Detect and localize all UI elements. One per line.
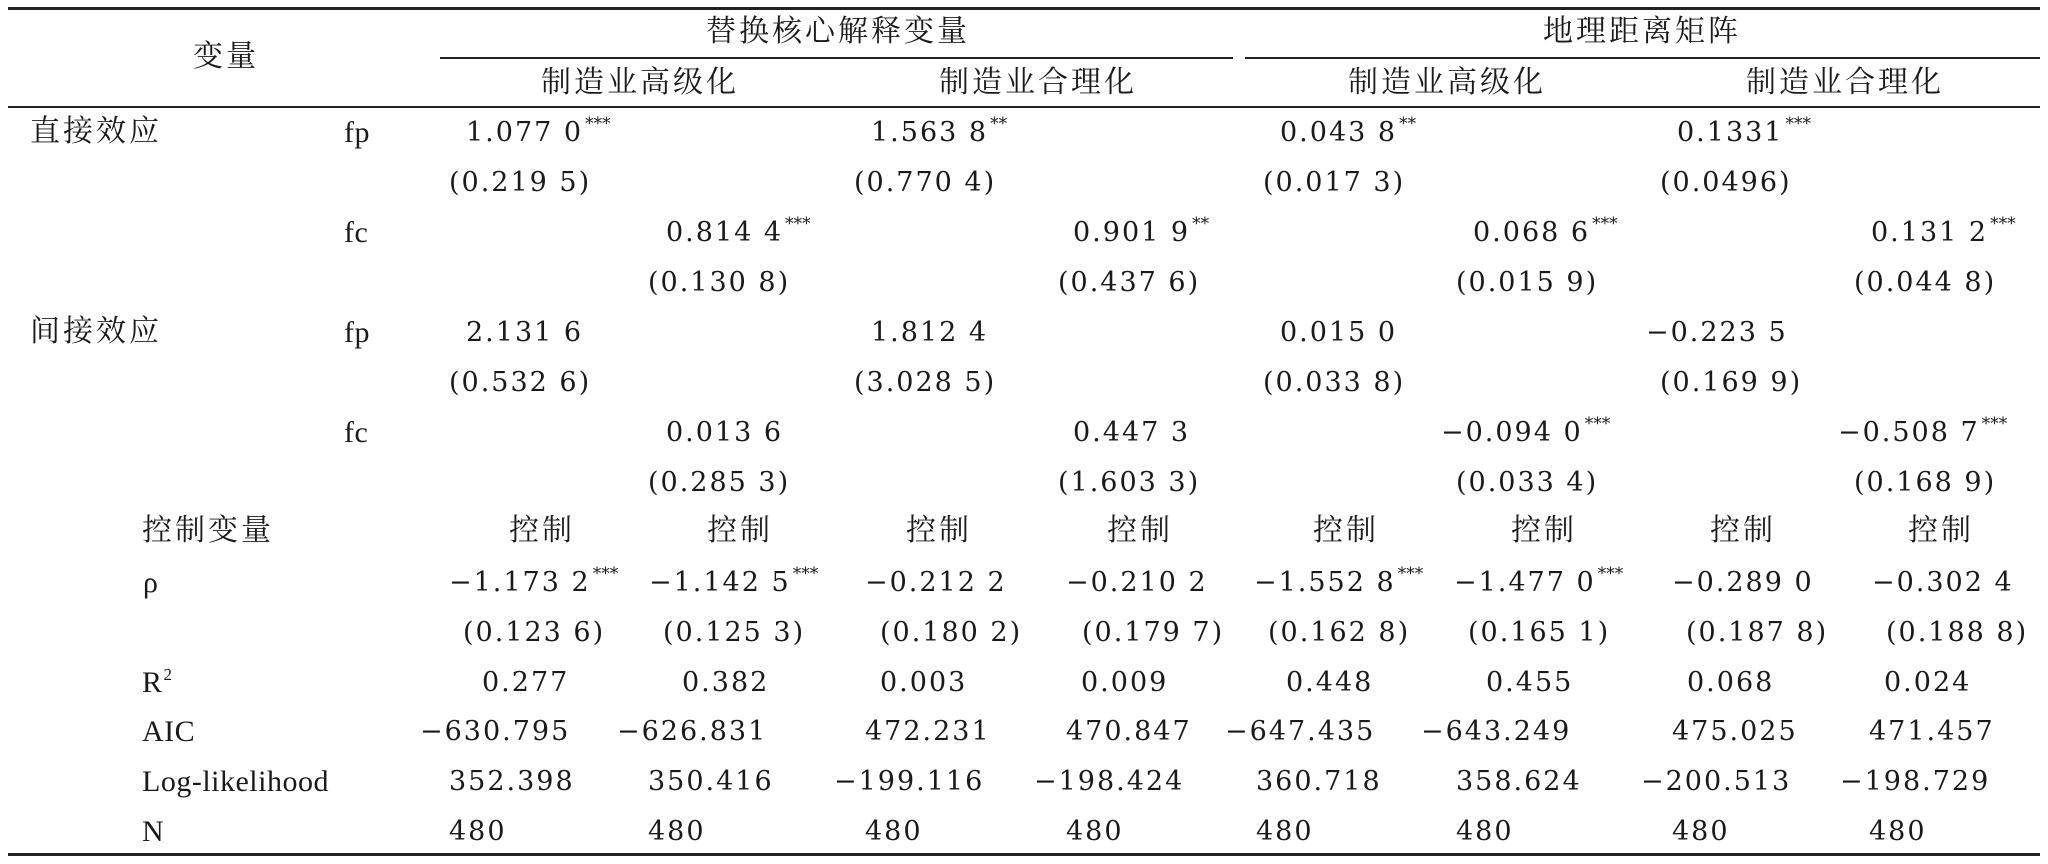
se-cell: (1.603 3): [1058, 467, 1201, 498]
coef-cell: −0.094 0 ***: [1441, 414, 1611, 448]
loglik-cell: −198.729: [1840, 766, 1991, 797]
se-cell: (0.168 9): [1854, 467, 1997, 498]
rho-label: ρ: [143, 566, 159, 599]
coef-cell: 0.814 4 ***: [666, 214, 811, 248]
subheader-2: 制造业合理化: [939, 65, 1137, 100]
rho-coef: −1.552 8 ***: [1254, 564, 1424, 598]
controls-cell: 控制: [707, 513, 773, 548]
n-cell: 480: [1672, 816, 1730, 847]
n-cell: 480: [648, 816, 706, 847]
aic-cell: −630.795: [420, 716, 571, 747]
r2-cell: 0.009: [1081, 667, 1169, 698]
rho-coef: −0.289 0: [1672, 567, 1814, 598]
se-cell: (0.033 4): [1456, 467, 1599, 498]
rho-se: (0.180 2): [880, 617, 1023, 648]
section-indirect: 间接效应: [30, 314, 162, 349]
r2-cell: 0.277: [482, 667, 570, 698]
coef-cell: −0.223 5: [1646, 317, 1788, 348]
n-cell: 480: [1256, 816, 1314, 847]
coef-cell: 0.068 6 ***: [1473, 214, 1618, 248]
coef-cell: 0.015 0: [1280, 317, 1398, 348]
se-cell: (0.169 9): [1660, 367, 1803, 398]
se-cell: (0.532 6): [449, 367, 592, 398]
r2-label: $R^2$: [142, 665, 173, 699]
loglik-cell: 358.624: [1456, 766, 1582, 797]
se-cell: (0.033 8): [1263, 367, 1406, 398]
rho-coef: −1.142 5 ***: [649, 564, 819, 598]
subheader-4: 制造业合理化: [1746, 65, 1944, 100]
subheader-3: 制造业高级化: [1348, 65, 1546, 100]
loglik-cell: 352.398: [449, 766, 575, 797]
header-rule: [8, 106, 2040, 108]
coef-cell: 1.077 0 ***: [466, 114, 611, 148]
controls-cell: 控制: [1107, 513, 1173, 548]
se-cell: (0.437 6): [1058, 267, 1201, 298]
controls-cell: 控制: [1511, 513, 1577, 548]
group2-underline: [1245, 57, 2040, 59]
header-corner: 变量: [193, 39, 259, 74]
rho-se: (0.123 6): [463, 617, 606, 648]
var-label-fp: fp: [344, 116, 370, 149]
se-cell: (0.285 3): [648, 467, 791, 498]
rho-se: (0.179 7): [1082, 617, 1225, 648]
n-cell: 480: [449, 816, 507, 847]
coef-cell: −0.508 7 ***: [1838, 414, 2008, 448]
aic-cell: −643.249: [1421, 716, 1572, 747]
var-label-fp: fp: [344, 316, 370, 349]
r2-cell: 0.068: [1687, 667, 1775, 698]
var-label-fc: fc: [344, 416, 369, 449]
loglik-label: Log-likelihood: [142, 765, 329, 798]
loglik-cell: −200.513: [1641, 766, 1792, 797]
se-cell: (0.219 5): [449, 167, 592, 198]
bottom-rule: [8, 853, 2040, 856]
rho-coef: −1.477 0 ***: [1454, 564, 1624, 598]
n-cell: 480: [1456, 816, 1514, 847]
rho-se: (0.125 3): [663, 617, 806, 648]
rho-coef: −0.212 2: [865, 567, 1007, 598]
aic-cell: −626.831: [617, 716, 768, 747]
rho-se: (0.188 8): [1886, 617, 2029, 648]
n-cell: 480: [1869, 816, 1927, 847]
loglik-cell: −199.116: [834, 766, 985, 797]
r2-cell: 0.003: [880, 667, 968, 698]
se-cell: (0.0496): [1660, 167, 1792, 198]
se-cell: (0.015 9): [1456, 267, 1599, 298]
se-cell: (0.770 4): [854, 167, 997, 198]
r2-cell: 0.455: [1486, 667, 1574, 698]
controls-cell: 控制: [906, 513, 972, 548]
group1-header: 替换核心解释变量: [706, 14, 970, 49]
coef-cell: 0.1331 ***: [1677, 114, 1811, 148]
se-cell: (0.017 3): [1263, 167, 1406, 198]
rho-coef: −1.173 2 ***: [449, 564, 619, 598]
aic-cell: 475.025: [1672, 716, 1798, 747]
aic-cell: 471.457: [1869, 716, 1995, 747]
loglik-cell: 360.718: [1256, 766, 1382, 797]
controls-cell: 控制: [1710, 513, 1776, 548]
rho-se: (0.162 8): [1268, 617, 1411, 648]
rho-coef: −0.302 4: [1872, 567, 2014, 598]
coef-cell: 0.013 6: [666, 417, 784, 448]
loglik-cell: 350.416: [648, 766, 774, 797]
var-label-fc: fc: [344, 216, 369, 249]
coef-cell: 0.043 8 **: [1280, 114, 1417, 148]
r2-cell: 0.382: [682, 667, 770, 698]
controls-cell: 控制: [509, 513, 575, 548]
aic-cell: −647.435: [1225, 716, 1376, 747]
n-cell: 480: [865, 816, 923, 847]
coef-cell: 2.131 6: [466, 317, 584, 348]
rho-se: (0.165 1): [1468, 617, 1611, 648]
se-cell: (0.130 8): [648, 267, 791, 298]
coef-cell: 0.447 3: [1073, 417, 1191, 448]
n-label: N: [142, 815, 165, 848]
loglik-cell: −198.424: [1034, 766, 1185, 797]
coef-cell: 0.901 9 **: [1073, 214, 1210, 248]
se-cell: (3.028 5): [854, 367, 997, 398]
n-cell: 480: [1066, 816, 1124, 847]
aic-label: AIC: [142, 715, 196, 748]
coef-cell: 1.563 8 **: [871, 114, 1008, 148]
rho-coef: −0.210 2: [1066, 567, 1208, 598]
section-direct: 直接效应: [30, 114, 162, 149]
subheader-1: 制造业高级化: [541, 65, 739, 100]
group1-underline: [440, 57, 1233, 59]
coef-cell: 0.131 2 ***: [1871, 214, 2016, 248]
group2-header: 地理距离矩阵: [1543, 14, 1741, 49]
controls-cell: 控制: [1908, 513, 1974, 548]
r2-cell: 0.448: [1286, 667, 1374, 698]
se-cell: (0.044 8): [1854, 267, 1997, 298]
aic-cell: 470.847: [1066, 716, 1192, 747]
rho-se: (0.187 8): [1686, 617, 1829, 648]
aic-cell: 472.231: [865, 716, 991, 747]
controls-label: 控制变量: [142, 513, 274, 548]
r2-cell: 0.024: [1884, 667, 1972, 698]
controls-cell: 控制: [1313, 513, 1379, 548]
coef-cell: 1.812 4: [871, 317, 989, 348]
top-rule: [8, 7, 2040, 10]
